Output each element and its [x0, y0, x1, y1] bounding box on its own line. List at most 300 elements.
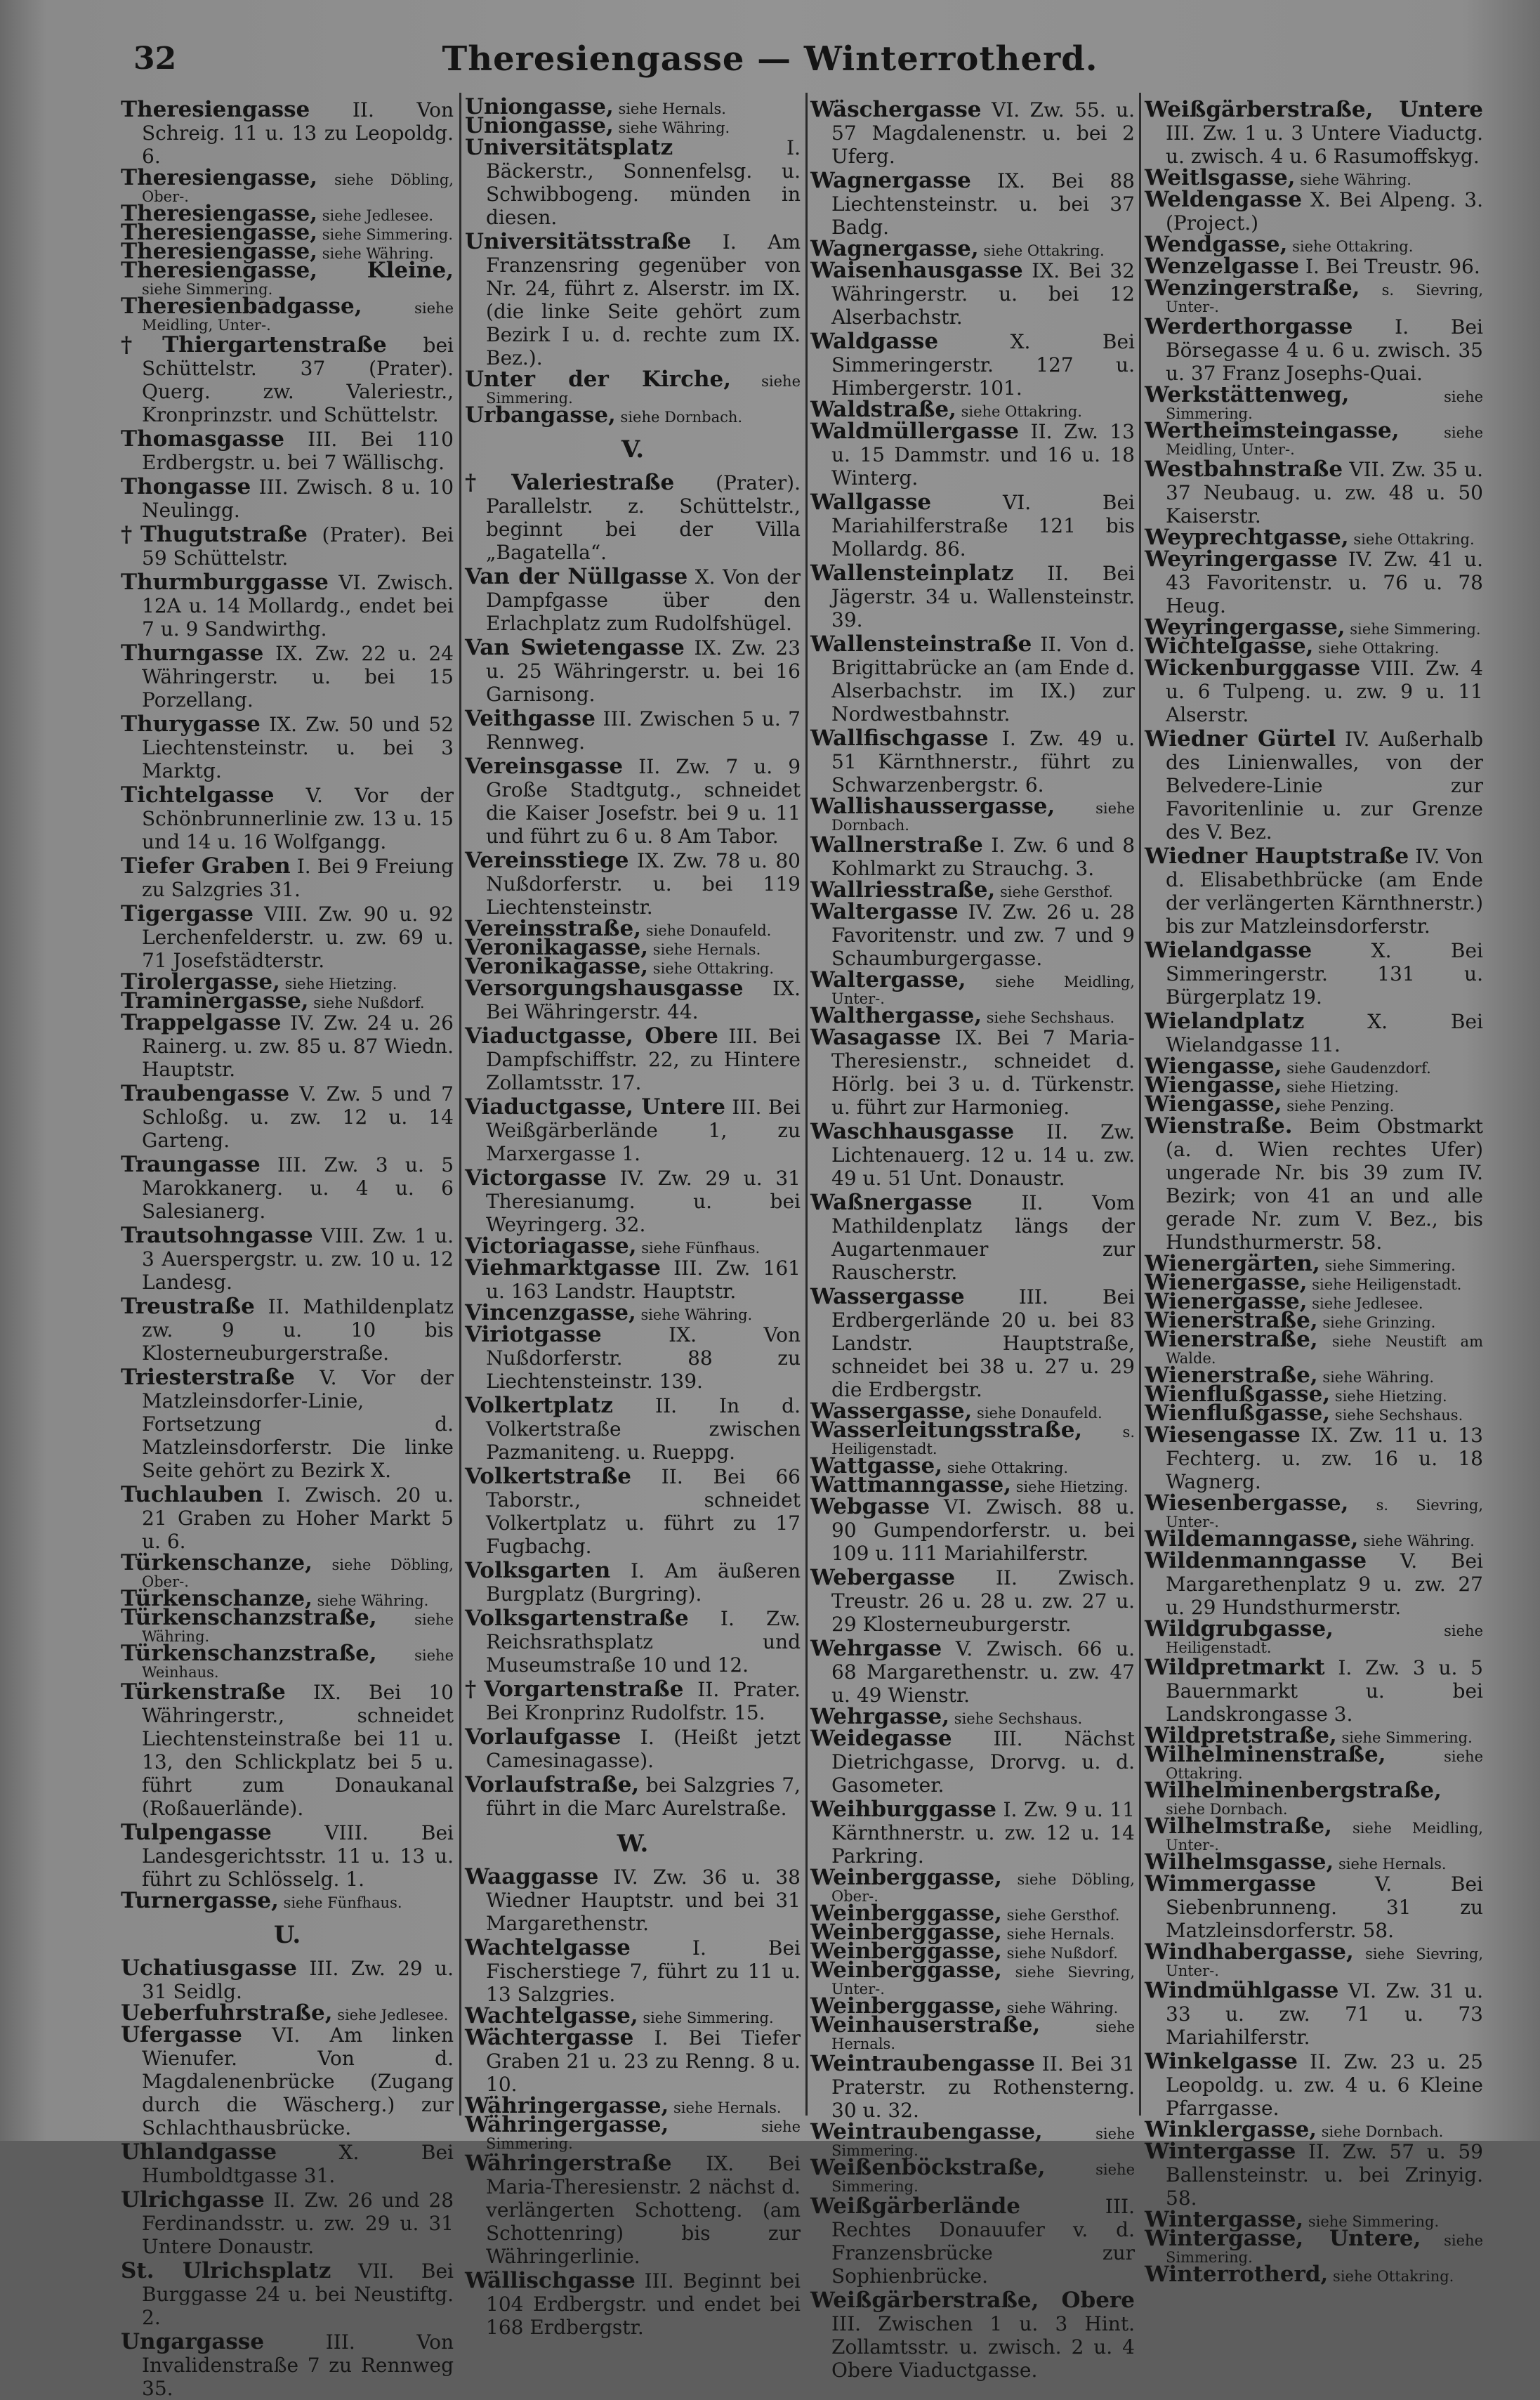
street-name: Westbahnstraße: [1145, 457, 1343, 482]
street-name: Thongasse: [121, 474, 251, 499]
street-name: Wallgasse: [810, 490, 932, 515]
street-description: siehe Grinzing.: [1322, 1314, 1436, 1331]
street-entry: [121, 1483, 454, 1553]
street-name: Waßnergasse: [810, 1190, 973, 1215]
street-description: II. Mathildenplatz zw. 9 u. 10 bis Klosterneuburgerstraße.: [142, 1295, 454, 1365]
street-description: III. Bei Erdbergerlände 20 u. bei 83 Landstr. Hauptstraße, schneidet bei 38 u. 27 u. 29 die Erdbergstr.: [831, 1285, 1135, 1401]
cross-reference-entry: [1145, 1401, 1483, 1426]
street-description: siehe Dornbach.: [1321, 2123, 1444, 2140]
street-name: †Vorgartenstraße: [465, 1677, 684, 1702]
street-entry: [465, 1678, 801, 1724]
street-entry: [810, 491, 1135, 560]
street-entry: [121, 98, 454, 168]
street-name: Uhlandgasse: [121, 2139, 277, 2165]
street-description: siehe Währing.: [1322, 1369, 1435, 1386]
street-description: siehe Meidling, Unter-.: [1166, 424, 1483, 458]
section-letter: V.: [621, 435, 645, 464]
street-description: I. Am Franzensring gegenüber von Nr. 24, führt z. Alserstr. im IX. (die linke Seite gehört zum Bezirk I u. d. rechte zum IX. Bez.).: [486, 230, 801, 369]
street-description: VI. Zw. 31 u. 33 u. zw. 71 u. 73 Mariahilferstr.: [1166, 1979, 1483, 2049]
street-description: siehe Nußdorf.: [1006, 1945, 1118, 1962]
street-name: Walthergasse,: [810, 1003, 982, 1028]
cross-reference-entry: [121, 988, 454, 1014]
street-description: s. Sievring, Unter-.: [1166, 1497, 1483, 1530]
street-description: I. Bei Börsegasse 4 u. 6 u. zwisch. 35 u. 37 Franz Josephs-Quai.: [1166, 315, 1483, 385]
street-entry: [810, 900, 1135, 970]
street-description: siehe Hernals.: [1338, 1856, 1447, 1873]
street-name: Wallnerstraße: [810, 832, 983, 858]
street-name: Viaductgasse, Untere: [465, 1094, 725, 1120]
cross-reference-entry: [465, 2112, 801, 2152]
street-entry: [121, 1082, 454, 1152]
street-description: siehe Jedlesee.: [322, 207, 434, 224]
cross-reference-entry: [810, 877, 1135, 903]
street-description: I. Bei Fischerstiege 7, führt zu 11 u. 13 Salzgries.: [486, 1936, 801, 2006]
street-entry: [465, 1726, 801, 1772]
street-description: siehe Donaufeld.: [645, 922, 772, 939]
street-name: Wallriesstraße,: [810, 877, 996, 903]
street-name: Wagnergasse: [810, 168, 971, 193]
cross-reference-entry: [1145, 525, 1483, 550]
street-name: Waldstraße,: [810, 397, 956, 422]
street-name: Universitätsstraße: [465, 229, 692, 254]
street-name: Weihburggasse: [810, 1797, 996, 1822]
cross-reference-entry: [1145, 275, 1483, 315]
street-description: II. Zw. Lichtenauerg. 12 u. 14 u. zw. 49 u. 51 Unt. Donaustr.: [831, 1120, 1136, 1190]
street-name: Vorlaufstraße,: [465, 1772, 640, 1797]
street-description: II. Bei Jägerstr. 34 u. Wallensteinstr. 39.: [831, 562, 1135, 631]
street-name: Wasserleitungsstraße,: [810, 1417, 1083, 1443]
street-name: Türkenschanze,: [121, 1550, 312, 1575]
street-description: siehe Heiligenstadt.: [1166, 1622, 1483, 1656]
street-entry: [810, 259, 1135, 329]
street-name: Türkenschanze,: [121, 1586, 312, 1611]
street-name: Uniongasse,: [465, 113, 614, 138]
street-name: Trappelgasse: [121, 1010, 282, 1035]
street-name: Währingerstraße: [465, 2151, 672, 2176]
street-entry: [1145, 2050, 1483, 2120]
street-entry: [1145, 728, 1483, 844]
street-description: siehe Währing.: [618, 119, 730, 136]
column-rule: [1139, 93, 1141, 2116]
street-entry: [121, 2141, 454, 2187]
street-name: Wiengasse,: [1145, 1091, 1282, 1117]
street-description: siehe Hernals.: [618, 100, 726, 117]
street-name: Volksgarten: [465, 1558, 611, 1583]
street-name: Versorgungshausgasse: [465, 976, 744, 1001]
street-entry: [1145, 1873, 1483, 1942]
street-description: siehe Meidling, Unter-.: [1166, 1820, 1483, 1854]
cross-reference-entry: [1145, 1939, 1483, 1979]
street-entry: [1145, 1656, 1483, 1726]
street-name: Wehrgasse,: [810, 1704, 950, 1729]
street-name: Wildpretstraße,: [1145, 1723, 1337, 1748]
street-description: VIII. Zw. 90 u. 92 Lerchenfelderstr. u. zw. 69 u. 71 Josefstädterstr.: [142, 903, 454, 972]
street-description: III. Von Invalidenstraße 7 zu Rennweg 35.: [142, 2330, 454, 2400]
street-name: Wilhelmstraße,: [1145, 1814, 1332, 1839]
street-entry: [810, 2289, 1135, 2382]
street-name: St. Ulrichsplatz: [121, 2258, 331, 2283]
street-name: Wielandplatz: [1145, 1009, 1305, 1034]
street-description: siehe Meidling, Unter-.: [142, 300, 454, 334]
street-entry: [810, 1191, 1135, 1284]
column-4: [1145, 97, 1484, 2287]
street-name: Wilhelminenbergstraße,: [1145, 1778, 1442, 1803]
street-description: siehe Ottakring.: [1333, 2268, 1454, 2285]
section-letter: W.: [617, 1830, 649, 1858]
street-description: siehe Ottakring.: [1318, 640, 1440, 657]
street-entry: [121, 571, 454, 641]
street-name: Weinberggasse,: [810, 1920, 1002, 1945]
street-entry: [465, 1559, 801, 1606]
street-entry: [121, 784, 454, 853]
street-description: II. Zwisch. Treustr. 26 u. 28 u. zw. 27 u. 29 Klosterneuburgerstr.: [831, 1566, 1135, 1636]
street-name: Weinberggasse,: [810, 1993, 1002, 2019]
cross-reference-entry: [1145, 2262, 1483, 2287]
street-name: Van Swietengasse: [465, 635, 685, 660]
street-name: Wintergasse: [1145, 2139, 1296, 2164]
street-name: Wiengasse,: [1145, 1073, 1282, 1098]
street-name: Theresiengasse,: [121, 201, 318, 226]
street-description: (Prater). Parallelstr. z. Schüttelstr., beginnt bei der Villa „Bagatella“.: [486, 471, 801, 564]
street-description: siehe Simmering.: [142, 281, 273, 298]
street-name: Treustraße: [121, 1294, 255, 1319]
street-description: siehe Gersthof.: [1000, 884, 1113, 900]
street-description: VI. Am linken Wienufer. Von d. Magdalenenbrücke (Zugang durch die Wäscherg.) zur Schlachthausbrücke.: [142, 2024, 454, 2139]
street-name: Wichtelgasse,: [1145, 634, 1314, 659]
street-description: VII. Zw. 35 u. 37 Neubaug. u. zw. 48 u. 50 Kaiserstr.: [1166, 458, 1483, 527]
street-description: I. Bei Tiefer Graben 21 u. 23 zu Renng. 8 u. 10.: [486, 2026, 801, 2096]
cross-reference-entry: [465, 954, 801, 979]
street-name: Wachtelgasse: [465, 1935, 631, 1960]
street-name: Wildgrubgasse,: [1145, 1616, 1334, 1641]
street-description: siehe Simmering.: [1324, 1257, 1456, 1274]
street-description: II. Zw. 13 u. 15 Dammstr. und 16 u. 18 Winterg.: [831, 420, 1135, 490]
cross-reference-entry: [810, 1958, 1135, 1998]
street-name: Weyringergasse: [1145, 546, 1338, 572]
street-description: I. Zw. 6 und 8 Kohlmarkt zu Strauchg. 3.: [831, 834, 1136, 880]
street-entry: [810, 1798, 1135, 1868]
street-name: Wendgasse,: [1145, 232, 1288, 257]
street-entry: [465, 1773, 801, 1820]
street-entry: [465, 136, 801, 229]
street-entry: [121, 1011, 454, 1081]
street-description: siehe Simmering.: [643, 2009, 774, 2026]
street-entry: [465, 1257, 801, 1303]
street-description: siehe Sievring, Unter-.: [1166, 1946, 1483, 1979]
street-description: siehe Währing.: [322, 245, 434, 262]
street-entry: [1145, 1549, 1483, 1619]
street-description: siehe Währing.: [640, 1306, 753, 1323]
street-description: siehe Hernals.: [1006, 1926, 1115, 1943]
street-name: Traubengasse: [121, 1081, 290, 1106]
cross-reference-entry: [121, 1641, 454, 1681]
street-description: VII. Bei Burggasse 24 u. bei Neustiftg. 2.: [142, 2260, 454, 2329]
street-name: Wenzingerstraße,: [1145, 275, 1360, 301]
street-name: Vereinsgasse: [465, 754, 624, 779]
cross-reference-entry: [810, 236, 1135, 261]
street-description: II. Bei 66 Taborstr., schneidet Volkertplatz u. führt zu 17 Fugbachg.: [486, 1465, 801, 1558]
street-name: Tiefer Graben: [121, 853, 291, 879]
street-entry: [1145, 2140, 1483, 2210]
street-name: Waltergasse,: [810, 967, 966, 992]
street-name: Volkertplatz: [465, 1393, 613, 1418]
cross-reference-entry: [1145, 232, 1483, 257]
street-description: siehe Ottakring.: [1292, 238, 1414, 255]
street-description: IX. Zw. 50 und 52 Liechtensteinstr. u. bei 3 Marktg.: [142, 713, 454, 782]
street-description: IX. Zw. 11 u. 13 Fechterg. u. zw. 16 u. 18 Wagnerg.: [1166, 1424, 1483, 1493]
street-entry: [465, 1394, 801, 1464]
cross-reference-entry: [121, 294, 454, 334]
cross-reference-entry: [810, 967, 1135, 1007]
street-description: IX. Bei 88 Liechtensteinstr. u. bei 37 Badg.: [831, 169, 1135, 239]
street-entry: [121, 855, 454, 901]
street-name: Wallishaussergasse,: [810, 794, 1055, 819]
street-name: Wattmanngasse,: [810, 1472, 1011, 1497]
street-name: Urbangasse,: [465, 402, 616, 428]
street-name: †Valeriestraße: [465, 470, 675, 495]
street-entry: [121, 2330, 454, 2400]
street-description: siehe Fünfhaus.: [283, 1894, 402, 1911]
street-name: Wildpretmarkt: [1145, 1655, 1325, 1680]
street-name: Theresiengasse,: [121, 165, 318, 190]
street-description: siehe Ottakring.: [983, 242, 1105, 259]
street-description: siehe Donaufeld.: [977, 1405, 1103, 1422]
column-rule: [459, 93, 461, 2116]
street-entry: [121, 334, 454, 426]
street-name: Tigergasse: [121, 901, 254, 926]
street-description: I. Am äußeren Burgplatz (Burgring).: [486, 1559, 801, 1606]
street-description: siehe Hietzing.: [1286, 1079, 1400, 1096]
street-entry: [810, 1566, 1135, 1636]
street-description: siehe Hietzing.: [1015, 1478, 1128, 1495]
street-name: Wertheimsteingasse,: [1145, 418, 1400, 443]
street-description: VIII. Bei Landesgerichtsstr. 11 u. 13 u. führt zu Schlösselg. 1.: [142, 1821, 454, 1891]
street-entry: [1145, 845, 1483, 938]
street-description: III. Beginnt bei 104 Erdbergstr. und endet bei 168 Erdbergstr.: [486, 2269, 801, 2339]
street-description: III. Zw. 161 u. 163 Landstr. Hauptstr.: [486, 1257, 801, 1303]
street-entry: [810, 1026, 1135, 1119]
street-description: bei Salzgries 7, führt in die Marc Aurelstraße.: [486, 1773, 801, 1820]
street-description: siehe Simmering.: [1341, 1729, 1473, 1746]
street-name: Tichtelgasse: [121, 782, 275, 808]
street-description: bei Schüttelstr. 37 (Prater). Querg. zw. Valeriestr., Kronprinzstr. und Schüttelstr.: [142, 334, 454, 426]
street-entry: [465, 1167, 801, 1236]
street-name: Thurmburggasse: [121, 570, 329, 595]
street-description: IX. Bei 7 Maria-Theresienstr., schneidet d. Hörlg. bei 3 u. d. Türkenstr. u. führt zur Harmonieg.: [831, 1026, 1135, 1119]
street-name: Tulpengasse: [121, 1820, 272, 1845]
street-description: I. Bei Treustr. 96.: [1305, 255, 1480, 278]
street-description: III. Nächst Dietrichgasse, Drorvg. u. d. Gasometer.: [831, 1727, 1135, 1797]
running-title: Theresiengasse — Winterrotherd.: [442, 39, 1098, 79]
cross-reference-entry: [810, 1472, 1135, 1497]
street-name: Trautsohngasse: [121, 1223, 313, 1248]
street-description: siehe Währing.: [1300, 171, 1411, 188]
street-entry: [810, 1120, 1135, 1190]
street-entry: [465, 1936, 801, 2006]
cross-reference-entry: [810, 794, 1135, 834]
street-entry: [121, 1366, 454, 1482]
street-name: Weißgärberstraße, Obere: [810, 2288, 1135, 2313]
street-entry: [1145, 98, 1483, 168]
street-name: Weyprechtgasse,: [1145, 525, 1349, 550]
street-name: Winkelgasse: [1145, 2049, 1298, 2074]
street-description: Beim Obstmarkt (a. d. Wien rechtes Ufer) ungerade Nr. bis 39 zum IV. Bezirk; von 41 an und alle gerade Nr. zum V. Bez., bis Hundsthurmerstr. 58.: [1166, 1115, 1484, 1254]
street-name: Wiedner Hauptstraße: [1145, 844, 1409, 869]
street-name: Wienerstraße,: [1145, 1327, 1318, 1352]
street-description: IV. Von d. Elisabethbrücke (am Ende der verlängerten Kärnthnerstr.) bis zur Matzleinsdorferstr.: [1166, 845, 1483, 938]
street-description: siehe Ottakring.: [947, 1460, 1069, 1476]
street-description: siehe Dornbach.: [1166, 1801, 1288, 1818]
street-entry: [810, 834, 1135, 880]
street-description: III. Zwischen 5 u. 7 Rennweg.: [486, 707, 801, 754]
street-description: siehe Sievring, Unter-.: [831, 1964, 1135, 1998]
street-entry: [810, 727, 1135, 796]
cross-reference-entry: [1145, 1526, 1483, 1552]
street-name: Weintraubengasse,: [810, 2119, 1043, 2144]
street-name: Veronikagasse,: [465, 954, 649, 979]
street-description: siehe Simmering.: [1166, 388, 1483, 422]
street-name: Wildemanngasse,: [1145, 1526, 1359, 1552]
street-name: Wienflußgasse,: [1145, 1382, 1331, 1407]
street-name: Wienflußgasse,: [1145, 1401, 1331, 1426]
street-name: Thomasgasse: [121, 426, 285, 452]
street-entry: [810, 169, 1135, 239]
street-description: I. Bei 9 Freiung zu Salzgries 31.: [142, 855, 454, 901]
street-description: I. Zw. 9 u. 11 Kärnthnerstr. u. zw. 12 u. 14 Parkring.: [831, 1798, 1135, 1868]
street-name: Wallensteinstraße: [810, 631, 1032, 657]
street-name: Weinberggasse,: [810, 1865, 1002, 1890]
street-description: IV. Zw. 24 u. 26 Rainerg. u. zw. 85 u. 87 Wiedn. Hauptstr.: [142, 1011, 454, 1081]
street-name: Wienstraße.: [1145, 1113, 1293, 1139]
street-entry: [810, 330, 1135, 400]
street-name: Wienergasse,: [1145, 1270, 1308, 1295]
street-description: siehe Simmering.: [1308, 2213, 1440, 2230]
street-entry: [121, 1957, 454, 2003]
street-description: I. Zw. Reichsrathsplatz und Museumstraße 10 und 12.: [486, 1607, 801, 1677]
street-description: I. Bäckerstr., Sonnenfelsg. u. Schwibbogeng. münden in diesen.: [486, 136, 801, 229]
street-description: siehe Hietzing.: [284, 976, 397, 992]
street-name: Ungargasse: [121, 2329, 265, 2354]
street-name: Webergasse: [810, 1565, 956, 1590]
street-description: III. Zw. 3 u. 5 Marokkanerg. u. 4 u. 6 Salesianerg.: [142, 1153, 454, 1223]
street-name: Türkenstraße: [121, 1679, 286, 1705]
street-description: siehe Simmering.: [486, 2118, 801, 2152]
street-description: III. Zw. 29 u. 31 Seidlg.: [142, 1957, 454, 2003]
street-name: Wiesengasse: [1145, 1422, 1301, 1448]
street-entry: [121, 2260, 454, 2329]
street-description: III. Bei Dampfschiffstr. 22, zu Hintere Zollamtsstr. 17.: [486, 1025, 801, 1094]
street-description: siehe Penzing.: [1286, 1098, 1395, 1115]
street-name: Weinhauserstraße,: [810, 2012, 1041, 2038]
street-description: siehe Währing.: [317, 1592, 429, 1609]
street-name: Wattgasse,: [810, 1453, 943, 1478]
street-description: IX. Zw. 22 u. 24 Währingerstr. u. bei 15 Porzellang.: [142, 642, 454, 712]
street-name: Weintraubengasse: [810, 2051, 1035, 2076]
street-entry: [121, 523, 454, 570]
street-description: III. Bei 110 Erdbergstr. u. bei 7 Wällischg.: [142, 428, 454, 474]
street-name: Wallensteinplatz: [810, 560, 1014, 586]
street-name: Weitlsgasse,: [1145, 165, 1296, 190]
street-entry: [465, 977, 801, 1023]
street-entry: [465, 2026, 801, 2096]
cross-reference-entry: [810, 1003, 1135, 1028]
street-name: Waldgasse: [810, 329, 939, 354]
cross-reference-entry: [810, 2119, 1135, 2159]
street-name: Viehmarktgasse: [465, 1255, 661, 1280]
street-description: II. In d. Volkertstraße zwischen Pazmaniteng. u. Rueppg.: [486, 1394, 801, 1464]
street-name: Türkenschanzstraße,: [121, 1641, 377, 1666]
street-name: Vorlaufgasse: [465, 1724, 621, 1750]
street-name: Ufergasse: [121, 2022, 242, 2047]
street-name: Triesterstraße: [121, 1365, 295, 1390]
street-description: siehe Döbling, Ober-.: [142, 1556, 454, 1590]
street-name: †Thiergartenstraße: [121, 332, 387, 358]
street-description: V. Zwisch. 66 u. 68 Margarethenstr. u. zw. 47 u. 49 Wienstr.: [831, 1637, 1135, 1707]
street-description: siehe Ottakring.: [1353, 531, 1475, 548]
street-description: siehe Simmering.: [831, 2161, 1135, 2195]
street-description: III. Rechtes Donauufer v. d. Franzensbrücke zur Sophienbrücke.: [831, 2195, 1135, 2288]
street-description: V. Bei Siebenbrunneng. 31 zu Matzleinsdorferstr. 58.: [1166, 1873, 1483, 1942]
street-description: siehe Ottakring.: [961, 403, 1082, 420]
street-entry: [1145, 1010, 1483, 1056]
street-entry: [1145, 458, 1483, 527]
street-entry: [465, 1025, 801, 1094]
street-entry: [810, 1727, 1135, 1797]
street-description: V. Bei Margarethenplatz 9 u. zw. 27 u. 29 Hundsthurmerstr.: [1166, 1549, 1484, 1619]
street-description: siehe Gersthof.: [1006, 1907, 1120, 1924]
street-name: Wachtelgasse,: [465, 2003, 638, 2028]
street-description: IX. Zw. 78 u. 80 Nußdorferstr. u. bei 119 Liechtensteinstr.: [486, 849, 801, 919]
street-name: Wassergasse,: [810, 1398, 973, 1424]
street-description: siehe Sechshaus.: [954, 1710, 1083, 1727]
column-rule: [805, 93, 808, 2116]
street-name: Weißgärberstraße, Untere: [1145, 97, 1483, 122]
street-name: Volkertstraße: [465, 1464, 631, 1489]
street-entry: [1145, 657, 1483, 726]
street-name: Weinberggasse,: [810, 1939, 1002, 1964]
street-description: II. Zw. 23 u. 25 Leopoldg. u. zw. 4 u. 6 Kleine Pfarrgasse.: [1166, 2050, 1483, 2120]
street-description: siehe Ottakring.: [1166, 1748, 1483, 1782]
street-description: siehe Weinhaus.: [142, 1647, 454, 1681]
street-name: Weißenböckstraße,: [810, 2155, 1046, 2180]
cross-reference-entry: [810, 1704, 1135, 1729]
street-name: Wienergasse,: [1145, 1289, 1308, 1314]
street-entry: [810, 1495, 1135, 1565]
street-name: Turnergasse,: [121, 1888, 279, 1913]
street-name: Waschhausgasse: [810, 1119, 1015, 1144]
street-name: Wilhelmsgasse,: [1145, 1849, 1334, 1875]
cross-reference-entry: [1145, 1091, 1483, 1117]
street-entry: [1145, 188, 1483, 235]
street-description: I. Zw. 3 u. 5 Bauernmarkt u. bei Landskrongasse 3.: [1166, 1656, 1483, 1726]
street-entry: [121, 2024, 454, 2139]
street-name: Türkenschanzstraße,: [121, 1605, 377, 1630]
street-entry: [1145, 1424, 1483, 1493]
street-description: siehe Sechshaus.: [1334, 1407, 1463, 1424]
street-entry: [810, 420, 1135, 490]
street-entry: [1145, 1979, 1483, 2049]
street-name: Wenzelgasse: [1145, 254, 1300, 279]
street-entry: [810, 633, 1135, 726]
street-name: Ulrichgasse: [121, 2187, 265, 2212]
street-name: Winterrotherd,: [1145, 2262, 1329, 2287]
street-entry: [121, 903, 454, 972]
street-description: siehe Währing.: [1363, 1533, 1475, 1549]
street-description: siehe Hietzing.: [1334, 1388, 1447, 1405]
street-name: Theresiengasse: [121, 97, 310, 122]
street-description: IX. Zw. 23 u. 25 Währingerstr. u. bei 16 Garnisong.: [486, 636, 801, 706]
street-description: siehe Simmering.: [1166, 2232, 1483, 2266]
